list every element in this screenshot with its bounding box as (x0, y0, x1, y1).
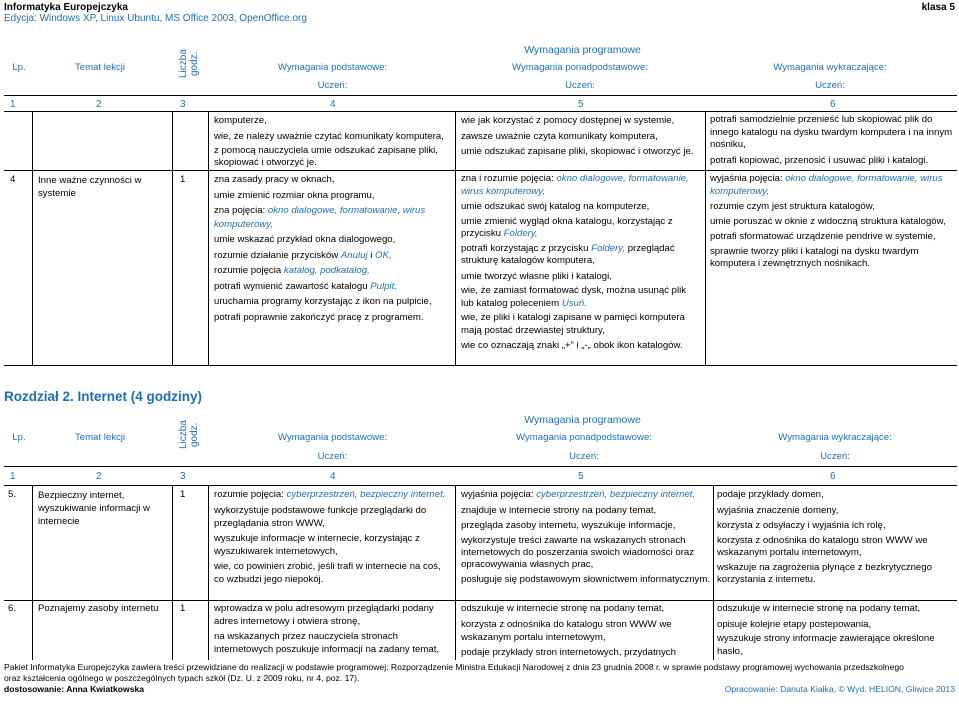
row6-adv-cell (717, 602, 955, 660)
student-label: Uczeń: (317, 451, 348, 462)
student-label: Uczeń: (815, 80, 845, 91)
requirement-text: rozumie działanie przycisków (214, 249, 341, 261)
student-label: Uczeń: (565, 80, 595, 91)
table-rule (455, 111, 456, 365)
row-hours: 1 (180, 603, 186, 614)
requirement-item: potrafi sformatować urządzenie pendrive w systemie, (710, 231, 936, 242)
requirement-item: wykorzystuje podstawowe funkcje przeglądarki do przeglądania stron WWW, (214, 504, 427, 529)
requirement-item: wie co oznaczają znaki „+” i „-„ obok ikon katalogów. (461, 340, 683, 351)
table-rule (455, 485, 456, 660)
row4-adv-cell (710, 173, 955, 273)
requirement-item: umie poruszać w oknie z widoczną struktura katalogów, (710, 215, 946, 227)
col-number: 2 (96, 99, 102, 110)
requirement-item (214, 264, 452, 278)
term-text: OK, (375, 249, 392, 261)
requirement-text: przeglądać strukturę katalogów komputera, (461, 242, 675, 266)
row-hours: 1 (180, 174, 186, 185)
requirement-text: zna pojęcia: (214, 205, 268, 216)
requirement-item: wie, że należy uważnie czytać komunikaty komputera, (214, 130, 444, 142)
col-number: 3 (180, 471, 186, 482)
table-rule (208, 111, 209, 365)
cont-ext-cell (461, 114, 703, 161)
requirement-item: odszukuje w internecie stronę na podany temat, (461, 603, 665, 614)
requirement-item: wyjaśnia znaczenie domeny, (717, 504, 839, 516)
requirement-item (710, 173, 955, 198)
requirement-item: opisuje kolejne etapy postepowania, (717, 618, 872, 630)
footer-line: Pakiet Informatyka Europejczyka zawiera treści przewidziane do realizacji w podstawie programowej: Rozporządzenie Ministra Edukacji Narodowej z dnia 23 grudnia 2008 r. w sprawie podstawy programowej wychowania przedszkolnego (4, 662, 904, 672)
section-heading: Rozdział 2. Internet (4 godziny) (4, 389, 203, 404)
requirement-item: posługuje się podstawowym słownictwem informatycznym. (461, 573, 710, 585)
col-topic-header: Temat lekcji (74, 62, 126, 73)
requirement-item (461, 243, 701, 268)
table-rule (172, 485, 173, 660)
term-text: cyberprzestrzeń, bezpieczny internet, (286, 489, 446, 500)
col-number: 6 (830, 99, 836, 110)
requirement-item (461, 216, 701, 241)
requirement-item: potrafi samodzielnie przenieść lub skopiować plik do innego katalogu na dysku twardym komputera i na innym nośniku, (710, 114, 953, 150)
requirement-item: podaje przykłady stron internetowych, przydatnych (461, 646, 676, 658)
col-number: 6 (830, 471, 836, 482)
requirement-item: umie odszukać zapisane pliki, skopiować i otworzyć je. (461, 146, 694, 157)
requirement-item (461, 285, 701, 310)
requirement-text: i (367, 249, 376, 261)
requirement-item: wyszukuje strony informacje zawierające określone hasło, (717, 633, 935, 657)
requirement-item: wie, że pliki i katalogi zapisane w pamięci komputera mają postać drzewiastej struktury, (461, 312, 685, 336)
requirement-item (461, 173, 701, 198)
requirement-text: wyjaśnia pojęcia: (710, 173, 786, 184)
requirement-item: uruchamia programy korzystając z ikon na pulpicie, (214, 296, 432, 307)
table-rule (172, 111, 173, 365)
col-lp-header: Lp. (12, 432, 26, 443)
requirement-item: wskazuje na zagrożenia płynące z bezkrytycznego korzystania z internetu. (717, 561, 932, 585)
footer-adaptation: dostosowanie: Anna Kwiatkowska (4, 684, 145, 694)
requirement-item: potrafi poprawnie zakończyć pracę z programem. (214, 311, 424, 323)
term-text: cyberprzestrzeń, bezpieczny internet, (536, 489, 696, 500)
row-hours: 1 (180, 489, 186, 500)
requirement-item: sprawnie tworzy pliki i katalogi na dysku twardym komputera i zewnętrznych nośnikach. (710, 245, 919, 269)
footer-credit: Opracowanie: Danuta Kiałka, © Wyd. HELION, Gliwice 2013 (724, 684, 955, 694)
requirement-item (214, 280, 452, 294)
table-rule (4, 600, 957, 601)
requirement-item: wie, co powinien zrobić, jeśli trafi w internecie na coś, co wzbudzi jego niepokój. (214, 560, 441, 585)
table-rule (705, 111, 706, 365)
col-number: 4 (330, 471, 336, 482)
requirement-item: rozumie czym jest struktura katalogów, (710, 201, 875, 212)
requirement-item: wykorzystuje treści zawarte na wskazanych stronach internetowych do poszerzania swoich wiadomości oraz opracowywania własnych prac, (461, 534, 695, 570)
cont-adv-cell (710, 114, 955, 169)
col-number: 5 (578, 99, 584, 110)
cont-basic-cell (214, 114, 452, 171)
requirement-item (214, 249, 452, 263)
term-text: Pulpit, (370, 280, 397, 292)
col-hours-header: Liczba godz. (178, 49, 200, 79)
col-number: 5 (578, 471, 584, 482)
requirement-text: wyjaśnia pojęcia: (461, 489, 537, 500)
term-text: Anuluj (340, 249, 368, 261)
student-label: Uczeń: (569, 451, 599, 462)
requirement-item: z pomocą nauczyciela umie odszukać zapisane pliki, skopiować i otworzyć je. (214, 145, 438, 168)
footer-line: oraz kształcenia ogólnego w poszczególnych typach szkół (Dz. U. z 2009 roku, nr 4, poz. 17). (4, 673, 360, 683)
col-basic-header: Wymagania podstawowe: (277, 432, 388, 443)
requirement-text: wie, że zamiast formatować dysk, można usunąć plik lub katalog poleceniem (461, 285, 687, 309)
row6-basic-cell (214, 602, 452, 658)
term-text: Foldery, (503, 228, 538, 239)
col-number: 4 (330, 99, 336, 110)
col-adv-header: Wymagania wykraczające: (778, 432, 892, 443)
col-hours-header: Liczba godz. (178, 420, 200, 450)
term-text: katalog, podkatalog, (283, 265, 370, 276)
requirement-item (214, 204, 452, 231)
row4-ext-cell (461, 173, 701, 355)
term-text: okno dialogowe, formatowanie, wirus komputerowy, (461, 173, 689, 197)
row6-ext-cell (461, 602, 711, 661)
class-label: klasa 5 (921, 2, 955, 13)
requirement-item: umie zmienić rozmiar okna programu, (214, 189, 375, 201)
requirement-item: zna zasady pracy w oknach, (214, 174, 335, 185)
student-label: Uczeń: (317, 80, 348, 91)
col-ext-header: Wymagania ponadpodstawowe: (512, 62, 648, 73)
requirement-text: zna i rozumie pojęcia: (461, 173, 557, 184)
requirement-item: korzysta z odnośnika do katalogu stron WWW we wskazanym portalu internetowym, (717, 534, 928, 558)
row-topic: Bezpieczny internet, wyszukiwanie informacji w internecie (38, 490, 150, 527)
requirement-item (214, 488, 452, 502)
requirement-item: umie odszukać swój katalog na komputerze, (461, 201, 650, 212)
row-number: 4 (10, 174, 16, 185)
term-text: Foldery, (591, 242, 626, 254)
row5-ext-cell (461, 488, 711, 588)
requirement-text: rozumie pojęcia (214, 265, 284, 276)
requirement-text: rozumie pojęcia: (214, 489, 287, 500)
col-number: 1 (10, 99, 16, 110)
term-text: okno dialogowe, formatowanie, wirus komputerowy, (710, 173, 943, 197)
requirement-item: umie tworzyć własne pliki i katalogi, (461, 270, 612, 282)
row-number: 5. (8, 489, 17, 500)
requirement-item: korzysta z odnośnika do katalogu stron WWW we wskazanym portalu internetowym, (461, 618, 672, 643)
row5-adv-cell (717, 488, 955, 589)
requirement-item: na wskazanych przez nauczyciela stronach internetowych poszukuje informacji na zadany temat, (214, 631, 440, 655)
requirement-text: potrafi wymienić zawartość katalogu (214, 280, 371, 292)
document-header (4, 2, 957, 24)
row5-basic-cell (214, 488, 452, 588)
col-number: 2 (96, 471, 102, 482)
term-text: Usuń. (561, 297, 587, 309)
row4-basic-cell (214, 173, 452, 326)
requirement-item: wprowadza w polu adresowym przeglądarki podany adres internetowy i otwiera stronę, (214, 603, 434, 627)
requirement-item: potrafi kopiować, przenosić i usuwać pliki i katalogi. (710, 154, 929, 166)
table-rule (4, 466, 957, 467)
document-subtitle: Edycja: Windows XP, Linux Ubuntu, MS Office 2003, OpenOffice.org (4, 13, 307, 24)
requirement-item (461, 488, 711, 502)
requirement-item: wie jak korzystać z pomocy dostępnej w systemie, (461, 115, 675, 126)
requirement-item: korzysta z odsyłaczy i wyjaśnia ich rolę, (717, 520, 886, 531)
programme-header: Wymagania programowe (524, 44, 641, 56)
col-number: 1 (10, 471, 16, 482)
requirement-text: potrafi korzystając z przycisku (461, 242, 592, 254)
student-label: Uczeń: (820, 451, 850, 462)
term-text: okno dialogowe, formatowanie, wirus komputerowy, (214, 205, 426, 230)
table-rule (4, 170, 957, 171)
requirement-item: komputerze, (214, 115, 267, 126)
table-rule (4, 111, 957, 112)
row-number: 6. (8, 603, 17, 614)
requirement-item: przegląda zasoby internetu, wyszukuje informacje, (461, 520, 676, 531)
table-rule (4, 485, 957, 486)
requirement-item: odszukuje w internecie stronę na podany temat, (717, 603, 921, 614)
col-topic-header: Temat lekcji (74, 432, 126, 443)
col-lp-header: Lp. (12, 62, 26, 73)
table-rule (32, 485, 33, 660)
table-rule (4, 95, 957, 96)
col-number: 3 (180, 99, 186, 110)
document-title: Informatyka Europejczyka (4, 2, 128, 13)
col-adv-header: Wymagania wykraczające: (773, 62, 887, 73)
requirement-item: znajduje w internecie strony na podany temat, (461, 504, 657, 516)
requirement-item: podaje przykłady domen, (717, 489, 824, 500)
table-rule (208, 485, 209, 660)
table-rule (32, 111, 33, 365)
requirement-text: umie zmienić wygląd okna katalogu, korzystając z przycisku (461, 215, 673, 239)
row-topic: Poznajemy zasoby internetu (38, 603, 159, 614)
document-footer (4, 662, 957, 695)
row-topic: Inne ważne czynności w systemie (38, 175, 142, 199)
requirement-item: wyszukuje informacje w internecie, korzystając z wyszukiwarek internetowych, (214, 532, 420, 557)
col-basic-header: Wymagania podstawowe: (277, 62, 388, 73)
table-rule (4, 365, 957, 366)
requirement-item: zawsze uważnie czyta komunikaty komputera, (461, 130, 658, 142)
col-ext-header: Wymagania ponadpodstawowe: (516, 432, 652, 443)
requirement-item: umie wskazać przykład okna dialogowego, (214, 234, 396, 245)
programme-header: Wymagania programowe (524, 414, 641, 426)
table-rule (713, 485, 714, 660)
